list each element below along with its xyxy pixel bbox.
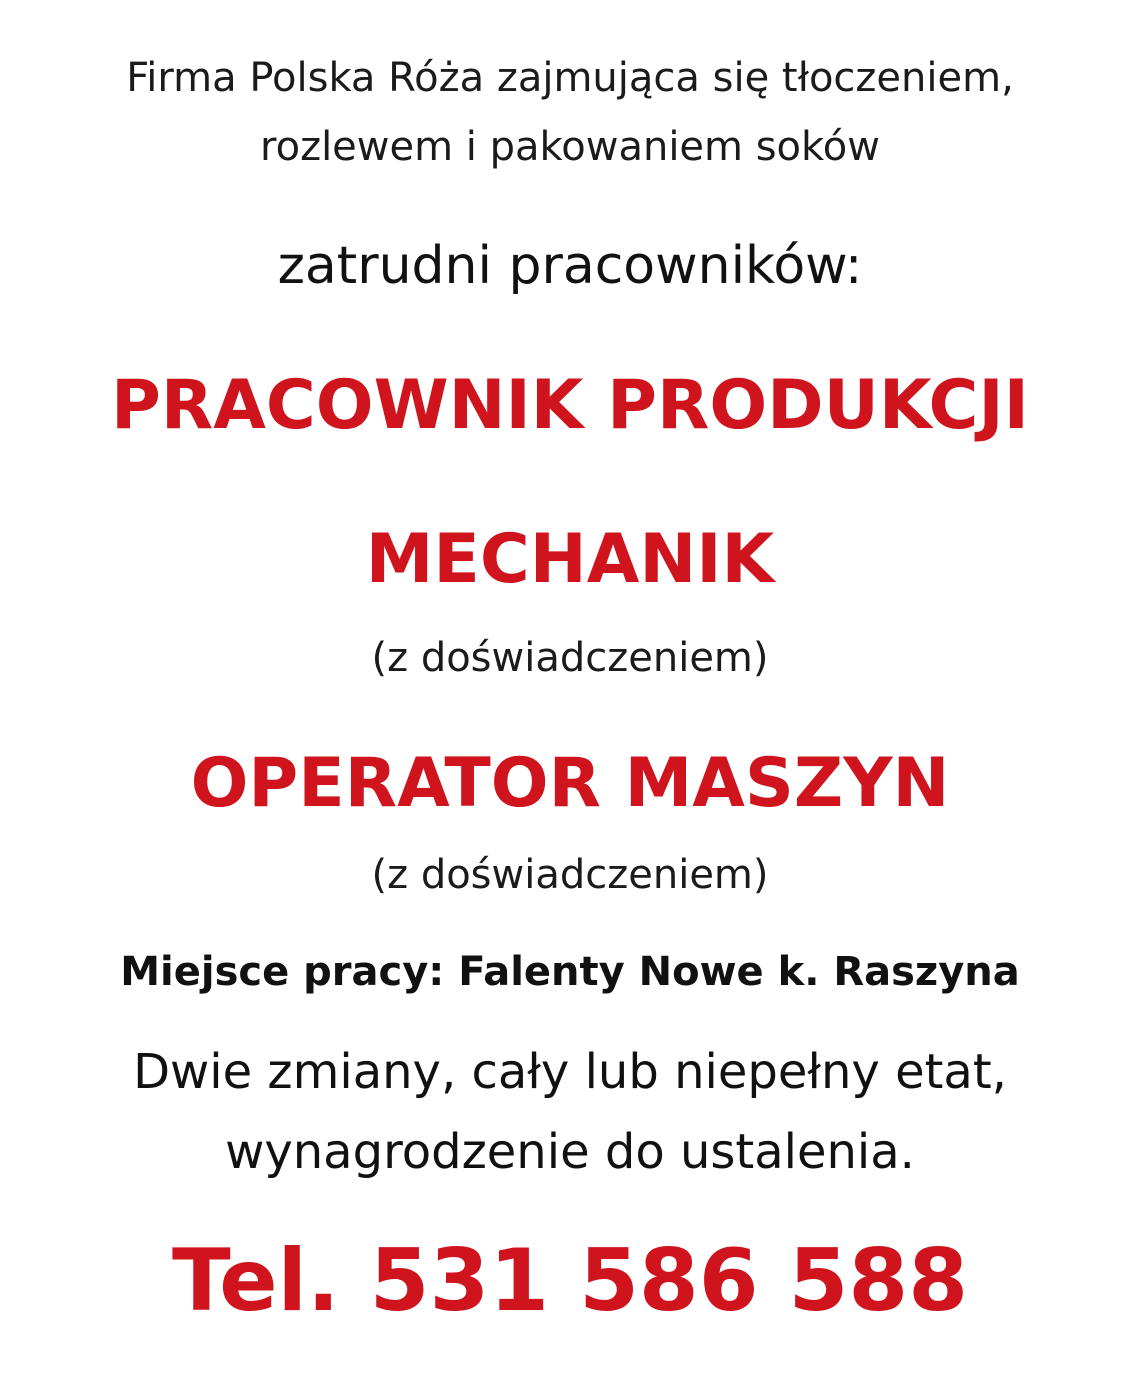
intro-line-1: Firma Polska Róża zajmująca się tłoczeniem, <box>126 55 1014 101</box>
position-mechanic: MECHANIK <box>365 520 775 599</box>
phone-number: Tel. 531 586 588 <box>171 1231 969 1331</box>
position-machine-operator: OPERATOR MASZYN <box>190 744 950 823</box>
position-mechanic-note: (z doświadczeniem) <box>371 635 769 681</box>
hiring-lead: zatrudni pracowników: <box>277 236 863 296</box>
intro-line-2: rozlewem i pakowaniem soków <box>260 124 880 170</box>
workplace-location: Miejsce pracy: Falenty Nowe k. Raszyna <box>120 949 1020 995</box>
terms-line-2: wynagrodzenie do ustalenia. <box>225 1124 915 1180</box>
position-production-worker: PRACOWNIK PRODUKCJI <box>111 366 1029 445</box>
position-operator-note: (z doświadczeniem) <box>371 852 769 898</box>
terms-line-1: Dwie zmiany, cały lub niepełny etat, <box>133 1044 1007 1100</box>
